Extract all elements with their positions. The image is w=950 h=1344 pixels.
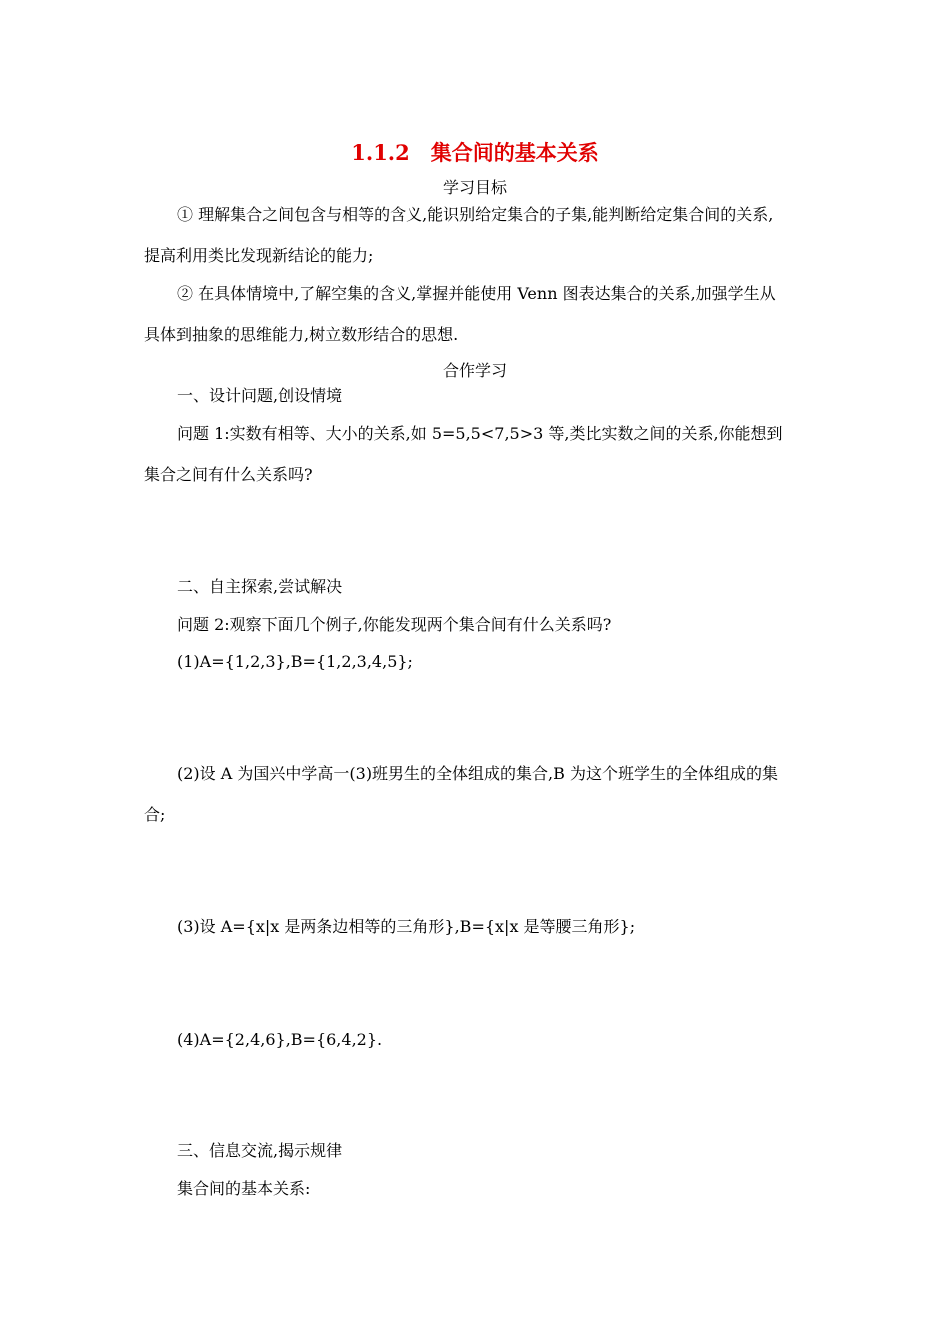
example-2-line-2: 合;: [144, 805, 166, 824]
part-3-heading: 三、信息交流,揭示规律: [177, 1141, 343, 1160]
example-4: (4)A={2,4,6},B={6,4,2}.: [177, 1030, 383, 1049]
objective-2-line-1: ② 在具体情境中,了解空集的含义,掌握并能使用 Venn 图表达集合的关系,加强学生从: [177, 284, 776, 303]
objective-1-line-1: ① 理解集合之间包含与相等的含义,能识别给定集合的子集,能判断给定集合间的关系,: [177, 205, 774, 224]
problem-2: 问题 2:观察下面几个例子,你能发现两个集合间有什么关系吗?: [177, 615, 612, 634]
part-1-heading: 一、设计问题,创设情境: [177, 386, 343, 405]
example-3: (3)设 A={x|x 是两条边相等的三角形},B={x|x 是等腰三角形};: [177, 917, 636, 936]
problem-1-line-1: 问题 1:实数有相等、大小的关系,如 5=5,5<7,5>3 等,类比实数之间的关系,你能想到: [177, 424, 783, 443]
section-heading-cooperative: 合作学习: [442, 361, 507, 380]
example-1: (1)A={1,2,3},B={1,2,3,4,5};: [177, 652, 413, 671]
page-title: 1.1.2 集合间的基本关系: [351, 140, 599, 165]
section-heading-objectives: 学习目标: [442, 178, 507, 197]
example-2-line-1: (2)设 A 为国兴中学高一(3)班男生的全体组成的集合,B 为这个班学生的全体组成的集: [177, 764, 778, 783]
objective-1-line-2: 提高利用类比发现新结论的能力;: [144, 246, 374, 265]
problem-1-line-2: 集合之间有什么关系吗?: [144, 465, 313, 484]
objective-2-line-2: 具体到抽象的思维能力,树立数形结合的思想.: [144, 325, 459, 344]
basic-relations-label: 集合间的基本关系:: [177, 1179, 311, 1198]
part-2-heading: 二、自主探索,尝试解决: [177, 577, 343, 596]
